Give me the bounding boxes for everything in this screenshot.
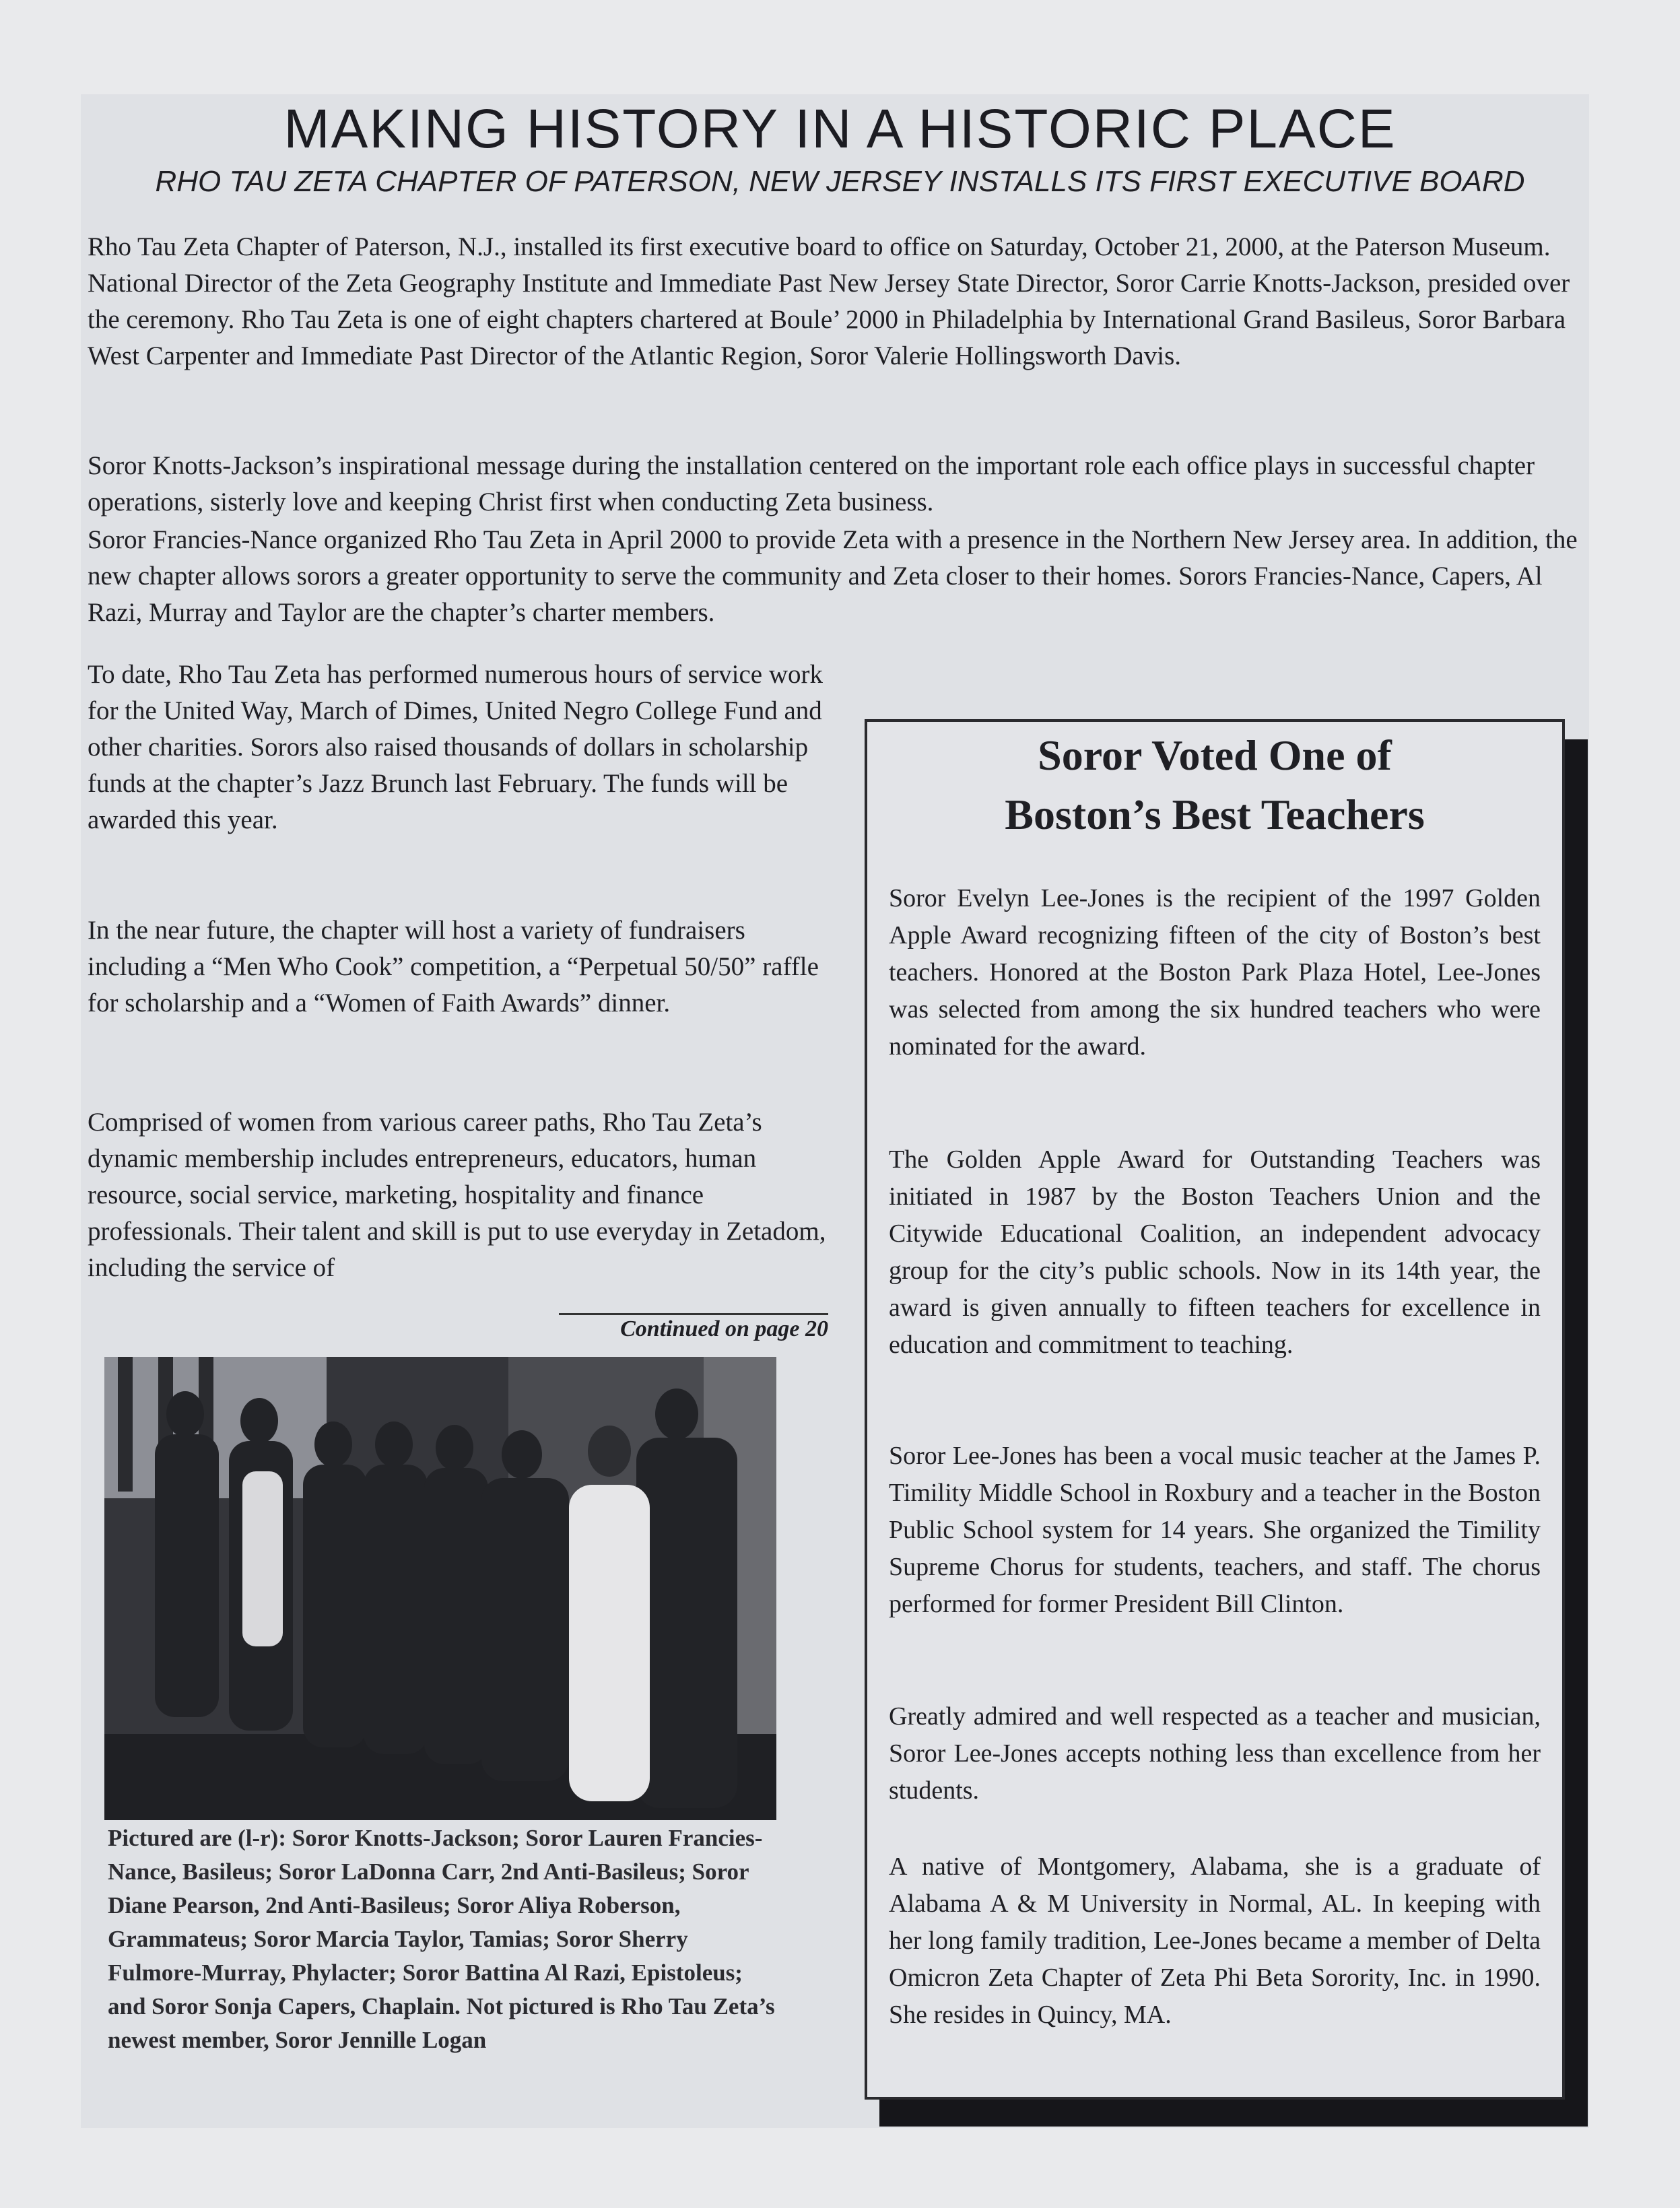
article-subtitle: RHO TAU ZETA CHAPTER OF PATERSON, NEW JERSEY INSTALLS ITS FIRST EXECUTIVE BOARD	[155, 165, 1525, 198]
group-photo-illustration	[104, 1357, 776, 1820]
article-paragraph-6: Comprised of women from various career paths, Rho Tau Zeta’s dynamic membership includes entrepreneurs, educators, human resource, social service, marketing, hospitality and finance professionals. Their talent and skill is put to use everyday in Zetadom, including the service of	[88, 1108, 826, 1282]
sidebar-paragraph-5: A native of Montgomery, Alabama, she is a graduate of Alabama A & M University in Normal, AL. In keeping with her long family tradition, Lee-Jones became a member of Delta Omicron Zeta Chapter of Zeta Phi Beta Sorority, Inc. in 1990. She resides in Quincy, MA.	[889, 1852, 1541, 2029]
sidebar-paragraph-3: Soror Lee-Jones has been a vocal music teacher at the James P. Timility Middle School in Roxbury and a teacher in the Boston Public School system for 14 years. She organized the Timility Supreme Chorus for students, teachers, and staff. The chorus performed for former President Bill Clinton.	[889, 1442, 1541, 1618]
article-paragraph-5: In the near future, the chapter will host a variety of fundraisers including a “Men Who Cook” competition, a “Perpetual 50/50” raffle for scholarship and a “Women of Faith Awards” dinner.	[88, 916, 819, 1017]
article-paragraph-1: Rho Tau Zeta Chapter of Paterson, N.J., installed its first executive board to office on Saturday, October 21, 2000, at the Paterson Museum. National Director of the Zeta Geography Institute and Immediate Past New Jersey State Director, Soror Carrie Knotts-Jackson, presided over the ceremony. Rho Tau Zeta is one of eight chapters chartered at Boule’ 2000 in Philadelphia by International Grand Basileus, Soror Barbara West Carpenter and Immediate Past Director of the Atlantic Region, Soror Valerie Hollingsworth Davis.	[88, 232, 1570, 370]
sidebar-title-line1: Soror Voted One of	[1038, 731, 1392, 779]
continued-note: Continued on page 20	[559, 1313, 828, 1342]
sidebar-title-line2: Boston’s Best Teachers	[1005, 791, 1425, 838]
group-photo	[104, 1357, 776, 1820]
article-paragraph-2: Soror Knotts-Jackson’s inspirational message during the installation centered on the important role each office plays in successful chapter operations, sisterly love and keeping Christ first when conducting Zeta business.	[88, 451, 1535, 516]
article-paragraph-3: Soror Francies-Nance organized Rho Tau Zeta in April 2000 to provide Zeta with a presence in the Northern New Jersey area. In addition, the new chapter allows sorors a greater opportunity to serve the community and Zeta closer to their homes. Sorors Francies-Nance, Capers, Al Razi, Murray and Taylor are the chapter’s charter members.	[88, 525, 1578, 627]
sidebar-paragraph-1: Soror Evelyn Lee-Jones is the recipient of the 1997 Golden Apple Award recognizing fifteen of the city of Boston’s best teachers. Honored at the Boston Park Plaza Hotel, Lee-Jones was selected from among the six hundred teachers who were nominated for the award.	[889, 884, 1541, 1061]
sidebar-paragraph-2: The Golden Apple Award for Outstanding Teachers was initiated in 1987 by the Boston Teachers Union and the Citywide Educational Coalition, an independent advocacy group for the city’s public schools. Now in its 14th year, the award is given annually to fifteen teachers for excellence in education and commitment to teaching.	[889, 1145, 1541, 1359]
article-paragraph-4: To date, Rho Tau Zeta has performed numerous hours of service work for the United Way, March of Dimes, United Negro College Fund and other charities. Sorors also raised thousands of dollars in scholarship funds at the chapter’s Jazz Brunch last February. The funds will be awarded this year.	[88, 660, 823, 834]
sidebar-paragraph-4: Greatly admired and well respected as a teacher and musician, Soror Lee-Jones accepts nothing less than excellence from her students.	[889, 1702, 1541, 1805]
article-title: MAKING HISTORY IN A HISTORIC PLACE	[283, 98, 1397, 160]
sidebar-title	[867, 726, 1562, 861]
photo-caption: Pictured are (l-r): Soror Knotts-Jackson; Soror Lauren Francies-Nance, Basileus; Soror LaDonna Carr, 2nd Anti-Basileus; Soror Diane Pearson, 2nd Anti-Basileus; Soror Aliya Roberson, Grammateus; Soror Marcia Taylor, Tamias; Soror Sherry Fulmore-Murray, Phylacter; Soror Battina Al Razi, Epistoleus; and Soror Sonja Capers, Chaplain. Not pictured is Rho Tau Zeta’s newest member, Soror Jennille Logan	[108, 1825, 775, 2053]
